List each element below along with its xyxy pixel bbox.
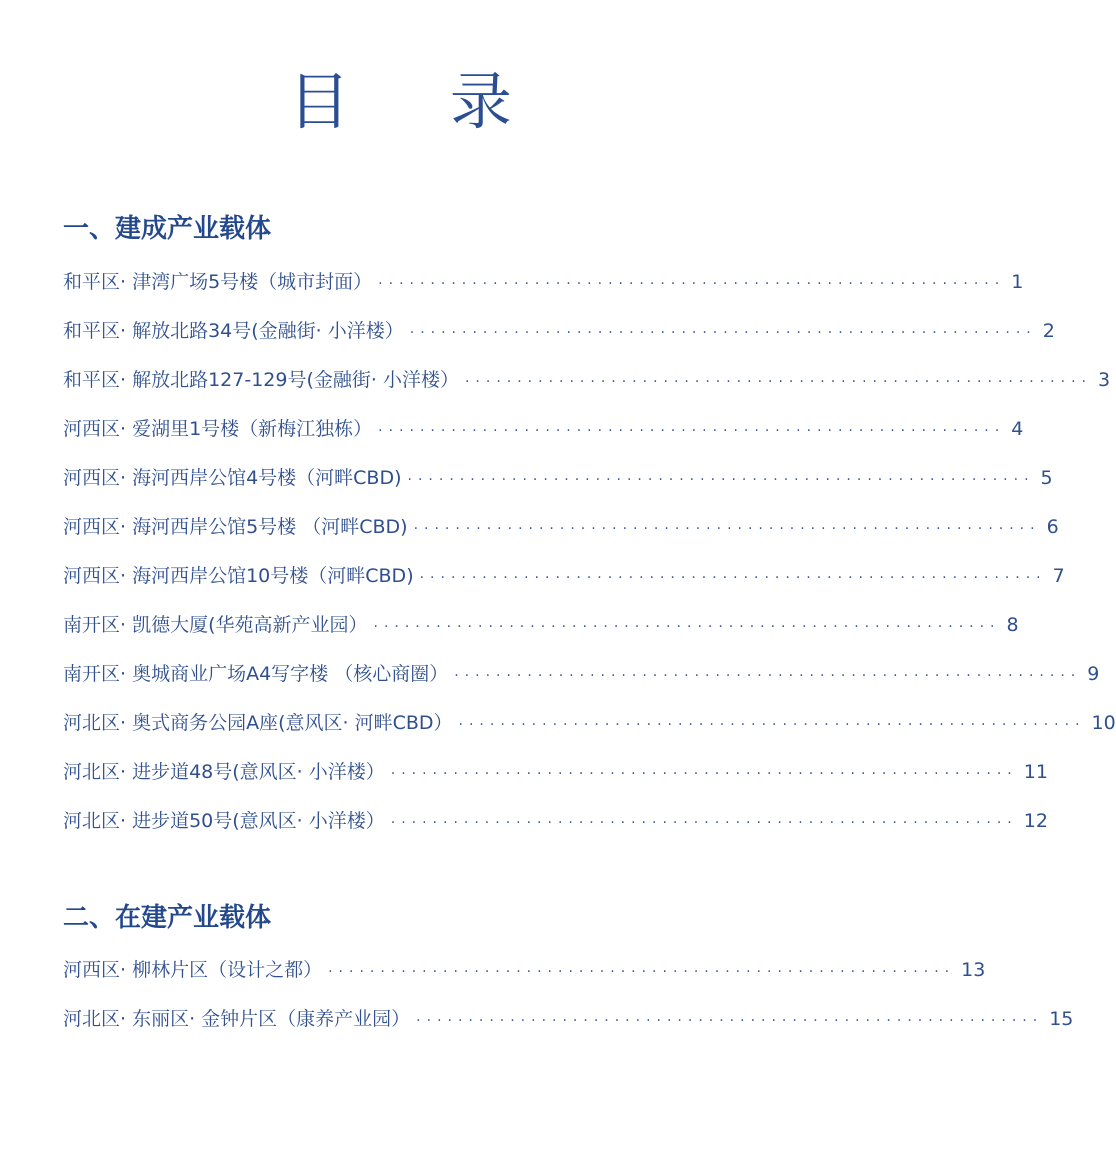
dot-leader: ···························································· <box>409 325 1037 341</box>
toc-entry[interactable] <box>63 316 1055 365</box>
toc-entry-page-number: 13 <box>961 959 986 981</box>
dot-leader: ···························································· <box>464 374 1092 390</box>
toc-entry-page-number: 4 <box>1011 418 1024 440</box>
dot-leader: ···························································· <box>378 276 1006 292</box>
toc-entry-label: 和平区· 解放北路127-129号(金融街· 小洋楼） <box>63 369 459 391</box>
toc-entry-page-number: 11 <box>1023 761 1048 783</box>
dot-leader: ···························································· <box>454 668 1082 684</box>
toc-entry-label: 河西区· 爱湖里1号楼（新梅江独栋） <box>63 418 373 440</box>
toc-entry-page-number: 12 <box>1023 810 1048 832</box>
toc-entry-page-number: 8 <box>1006 614 1019 636</box>
toc-entry[interactable] <box>63 806 1048 855</box>
dot-leader: ···························································· <box>390 815 1018 831</box>
toc-entry-label: 和平区· 津湾广场5号楼（城市封面） <box>63 271 373 293</box>
toc-entry[interactable] <box>63 708 1116 757</box>
toc-entry[interactable] <box>63 757 1048 806</box>
dot-leader: ···························································· <box>407 472 1035 488</box>
toc-entry[interactable] <box>63 463 1053 512</box>
toc-entry[interactable] <box>63 610 1019 659</box>
toc-entry-page-number: 6 <box>1046 516 1059 538</box>
dot-leader: ···························································· <box>416 1013 1044 1029</box>
toc-entry-page-number: 15 <box>1049 1008 1074 1030</box>
toc-entry[interactable] <box>63 659 1100 708</box>
dot-leader: ···························································· <box>378 423 1006 439</box>
toc-entry-page-number: 10 <box>1091 712 1116 734</box>
toc-entry-label: 南开区· 凯德大厦(华苑高新产业园） <box>63 614 368 636</box>
toc-entry-label: 河西区· 海河西岸公馆10号楼（河畔CBD) <box>63 565 414 587</box>
toc-entry[interactable] <box>63 955 986 1004</box>
toc-list-under-construction <box>63 955 1074 1053</box>
toc-entry-page-number: 5 <box>1040 467 1053 489</box>
toc-entry-label: 河西区· 柳林片区（设计之都） <box>63 959 323 981</box>
toc-entry[interactable] <box>63 365 1111 414</box>
dot-leader: ···························································· <box>458 717 1086 733</box>
page-title: 目 录 <box>288 65 552 138</box>
toc-entry-label: 河北区· 进步道48号(意风区· 小洋楼） <box>63 761 385 783</box>
toc-entry-label: 河西区· 海河西岸公馆5号楼 （河畔CBD) <box>63 516 408 538</box>
toc-entry-page-number: 9 <box>1087 663 1100 685</box>
dot-leader: ···························································· <box>419 570 1047 586</box>
dot-leader: ···························································· <box>390 766 1018 782</box>
toc-entry-label: 河北区· 东丽区· 金钟片区（康养产业园） <box>63 1008 411 1030</box>
toc-entry-page-number: 1 <box>1011 271 1024 293</box>
toc-entry-page-number: 7 <box>1052 565 1065 587</box>
toc-entry[interactable] <box>63 561 1065 610</box>
dot-leader: ···························································· <box>328 964 956 980</box>
toc-entry-label: 河西区· 海河西岸公馆4号楼（河畔CBD) <box>63 467 402 489</box>
toc-entry-page-number: 2 <box>1042 320 1055 342</box>
toc-entry-label: 河北区· 奥式商务公园A座(意风区· 河畔CBD） <box>63 712 453 734</box>
toc-entry-page-number: 3 <box>1097 369 1111 391</box>
toc-entry-label: 和平区· 解放北路34号(金融街· 小洋楼） <box>63 320 404 342</box>
toc-entry[interactable] <box>63 414 1024 463</box>
section-heading-built: 一、建成产业载体 <box>63 214 272 244</box>
dot-leader: ···························································· <box>373 619 1001 635</box>
toc-entry-label: 河北区· 进步道50号(意风区· 小洋楼） <box>63 810 385 832</box>
section-heading-under-construction: 二、在建产业载体 <box>63 903 272 933</box>
toc-entry[interactable] <box>63 512 1059 561</box>
dot-leader: ···························································· <box>413 521 1041 537</box>
toc-list-built <box>63 267 1116 855</box>
toc-entry[interactable] <box>63 267 1024 316</box>
toc-entry[interactable] <box>63 1004 1074 1053</box>
toc-entry-label: 南开区· 奥城商业广场A4写字楼 （核心商圈） <box>63 663 449 685</box>
